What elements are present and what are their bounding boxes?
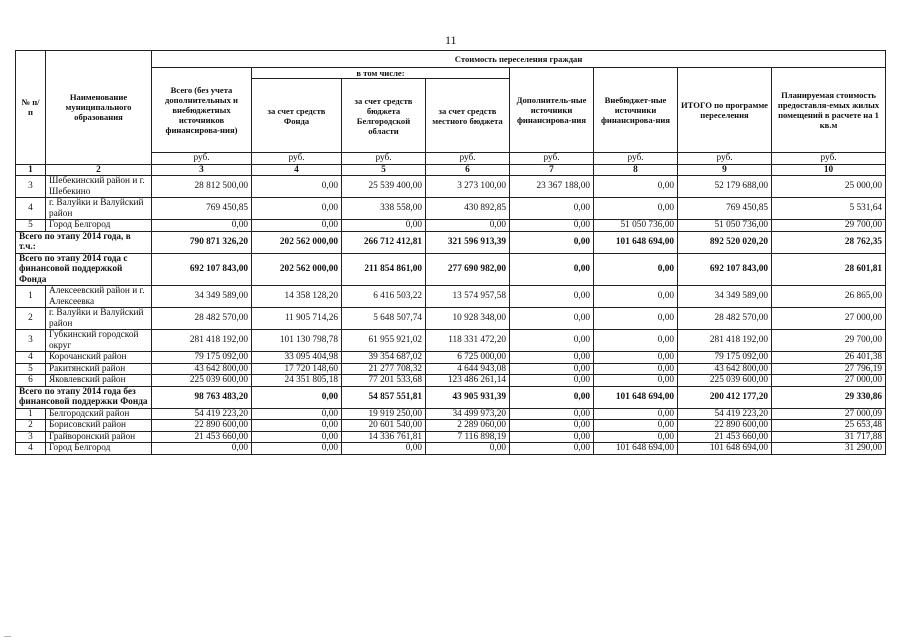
value-cell: 0,00: [510, 253, 594, 286]
value-cell: 0,00: [510, 431, 594, 443]
value-cell: 54 419 223,20: [678, 408, 772, 420]
value-cell: 202 562 000,00: [252, 253, 342, 286]
column-index-cell: 6: [426, 164, 510, 176]
row-number: 5: [16, 363, 46, 375]
value-cell: 11 905 714,26: [252, 308, 342, 330]
municipality-name: Борисовский район: [46, 420, 152, 432]
value-cell: 0,00: [342, 443, 426, 455]
value-cell: 21 277 708,32: [342, 363, 426, 375]
header-extrabudget: Внебюджет-ные источники финансирова-ния: [594, 68, 678, 153]
value-cell: 26 865,00: [772, 286, 886, 308]
value-cell: 281 418 192,00: [152, 330, 252, 352]
municipality-name: Белгородский район: [46, 408, 152, 420]
value-cell: 430 892,85: [426, 198, 510, 220]
value-cell: 202 562 000,00: [252, 231, 342, 253]
value-cell: 0,00: [342, 220, 426, 232]
value-cell: 61 955 921,02: [342, 330, 426, 352]
table-row: [16, 220, 886, 232]
table-row: [16, 176, 886, 198]
value-cell: 27 000,09: [772, 408, 886, 420]
value-cell: 0,00: [252, 408, 342, 420]
value-cell: 0,00: [510, 420, 594, 432]
value-cell: 29 330,86: [772, 386, 886, 408]
value-cell: 28 762,35: [772, 231, 886, 253]
summary-row: [16, 231, 886, 253]
row-number: 4: [16, 198, 46, 220]
value-cell: 0,00: [594, 253, 678, 286]
value-cell: 19 919 250,00: [342, 408, 426, 420]
value-cell: 23 367 188,00: [510, 176, 594, 198]
value-cell: 6 416 503,22: [342, 286, 426, 308]
value-cell: 790 871 326,20: [152, 231, 252, 253]
value-cell: 266 712 412,81: [342, 231, 426, 253]
value-cell: 25 000,00: [772, 176, 886, 198]
value-cell: 0,00: [252, 198, 342, 220]
municipality-name: Губкинский городской округ: [46, 330, 152, 352]
value-cell: 0,00: [252, 220, 342, 232]
column-index-cell: 3: [152, 164, 252, 176]
value-cell: 225 039 600,00: [678, 375, 772, 387]
column-index-row: [16, 164, 886, 176]
value-cell: 0,00: [594, 431, 678, 443]
value-cell: 0,00: [510, 330, 594, 352]
row-number: 3: [16, 176, 46, 198]
value-cell: 7 116 898,19: [426, 431, 510, 443]
value-cell: 338 558,00: [342, 198, 426, 220]
table-row: [16, 363, 886, 375]
table-row: [16, 286, 886, 308]
value-cell: 692 107 843,00: [152, 253, 252, 286]
row-number: 5: [16, 220, 46, 232]
value-cell: 17 720 148,60: [252, 363, 342, 375]
value-cell: 51 050 736,00: [678, 220, 772, 232]
value-cell: 0,00: [594, 420, 678, 432]
municipality-name: Яковлевский район: [46, 375, 152, 387]
value-cell: 101 648 694,00: [678, 443, 772, 455]
municipality-name: Город Белгород: [46, 443, 152, 455]
value-cell: 77 201 533,68: [342, 375, 426, 387]
value-cell: 0,00: [252, 443, 342, 455]
scan-mark: —: [4, 632, 11, 640]
unit-cell: руб.: [510, 153, 594, 165]
municipality-name: г. Валуйки и Валуйский район: [46, 198, 152, 220]
header-itogo: ИТОГО по программе переселения: [678, 68, 772, 153]
value-cell: 5 531,64: [772, 198, 886, 220]
value-cell: 0,00: [152, 443, 252, 455]
value-cell: 0,00: [252, 176, 342, 198]
value-cell: 0,00: [510, 198, 594, 220]
value-cell: 31 290,00: [772, 443, 886, 455]
value-cell: 0,00: [510, 308, 594, 330]
summary-label: Всего по этапу 2014 года, в т.ч.:: [16, 231, 152, 253]
value-cell: 0,00: [594, 408, 678, 420]
value-cell: 13 574 957,58: [426, 286, 510, 308]
value-cell: 52 179 688,00: [678, 176, 772, 198]
header-name: Наименование муниципального образования: [46, 51, 152, 165]
value-cell: 0,00: [594, 198, 678, 220]
value-cell: 98 763 483,20: [152, 386, 252, 408]
value-cell: 31 717,88: [772, 431, 886, 443]
value-cell: 43 642 800,00: [678, 363, 772, 375]
value-cell: 10 928 348,00: [426, 308, 510, 330]
table-row: [16, 431, 886, 443]
header-including: в том числе:: [252, 68, 510, 79]
municipality-name: Грайворонский район: [46, 431, 152, 443]
value-cell: 0,00: [510, 443, 594, 455]
value-cell: 0,00: [594, 352, 678, 364]
header-total: Всего (без учета дополнительных и внебюджетных источников финансирова-ния): [152, 68, 252, 153]
value-cell: 29 700,00: [772, 330, 886, 352]
value-cell: 321 596 913,39: [426, 231, 510, 253]
value-cell: 4 644 943,08: [426, 363, 510, 375]
municipality-name: г. Валуйки и Валуйский район: [46, 308, 152, 330]
header-planned: Планируемая стоимость предоставля-емых жилых помещений в расчете на 1 кв.м: [772, 68, 886, 153]
table-row: [16, 408, 886, 420]
column-index-cell: 5: [342, 164, 426, 176]
value-cell: 22 890 600,00: [678, 420, 772, 432]
row-number: 3: [16, 330, 46, 352]
value-cell: 3 273 100,00: [426, 176, 510, 198]
column-index-cell: 4: [252, 164, 342, 176]
value-cell: 21 453 660,00: [152, 431, 252, 443]
value-cell: 769 450,85: [152, 198, 252, 220]
resettlement-cost-table: [15, 50, 886, 455]
value-cell: 101 648 694,00: [594, 386, 678, 408]
value-cell: 33 095 404,98: [252, 352, 342, 364]
value-cell: 0,00: [594, 176, 678, 198]
value-cell: 27 000,00: [772, 308, 886, 330]
summary-label: Всего по этапу 2014 года без финансовой поддержки Фонда: [16, 386, 152, 408]
unit-cell: руб.: [426, 153, 510, 165]
value-cell: 6 725 000,00: [426, 352, 510, 364]
value-cell: 101 648 694,00: [594, 443, 678, 455]
value-cell: 2 289 060,00: [426, 420, 510, 432]
value-cell: 0,00: [252, 420, 342, 432]
value-cell: 28 482 570,00: [152, 308, 252, 330]
municipality-name: Ракитянский район: [46, 363, 152, 375]
value-cell: 0,00: [594, 363, 678, 375]
value-cell: 0,00: [510, 363, 594, 375]
unit-cell: руб.: [772, 153, 886, 165]
row-number: 4: [16, 352, 46, 364]
value-cell: 225 039 600,00: [152, 375, 252, 387]
value-cell: 0,00: [252, 431, 342, 443]
value-cell: 29 700,00: [772, 220, 886, 232]
value-cell: 281 418 192,00: [678, 330, 772, 352]
table-body: [16, 164, 886, 454]
value-cell: 27 796,19: [772, 363, 886, 375]
header-no: № п/п: [16, 51, 46, 165]
value-cell: 101 130 798,78: [252, 330, 342, 352]
value-cell: 51 050 736,00: [594, 220, 678, 232]
column-index-cell: 10: [772, 164, 886, 176]
value-cell: 34 499 973,20: [426, 408, 510, 420]
table-row: [16, 308, 886, 330]
value-cell: 79 175 092,00: [678, 352, 772, 364]
value-cell: 14 358 128,20: [252, 286, 342, 308]
table-row: [16, 420, 886, 432]
value-cell: 79 175 092,00: [152, 352, 252, 364]
table-row: [16, 375, 886, 387]
row-number: 2: [16, 308, 46, 330]
value-cell: 0,00: [426, 220, 510, 232]
header-fund: за счет средств Фонда: [252, 79, 342, 153]
value-cell: 0,00: [426, 443, 510, 455]
summary-row: [16, 253, 886, 286]
value-cell: 54 857 551,81: [342, 386, 426, 408]
value-cell: 0,00: [510, 231, 594, 253]
value-cell: 54 419 223,20: [152, 408, 252, 420]
row-number: 3: [16, 431, 46, 443]
unit-cell: руб.: [678, 153, 772, 165]
value-cell: 0,00: [510, 352, 594, 364]
value-cell: 0,00: [594, 286, 678, 308]
table-row: [16, 198, 886, 220]
column-index-cell: 7: [510, 164, 594, 176]
header-additional: Дополнитель-ные источники финансирова-ния: [510, 68, 594, 153]
row-number: 1: [16, 408, 46, 420]
unit-cell: руб.: [342, 153, 426, 165]
table-row: [16, 330, 886, 352]
column-index-cell: 9: [678, 164, 772, 176]
municipality-name: Корочанский район: [46, 352, 152, 364]
row-number: 2: [16, 420, 46, 432]
value-cell: 0,00: [510, 286, 594, 308]
value-cell: 39 354 687,02: [342, 352, 426, 364]
municipality-name: Шебекинский район и г. Шебекино: [46, 176, 152, 198]
value-cell: 20 601 540,00: [342, 420, 426, 432]
header-local: за счет средств местного бюджета: [426, 79, 510, 153]
value-cell: 211 854 861,00: [342, 253, 426, 286]
unit-cell: руб.: [152, 153, 252, 165]
unit-cell: руб.: [594, 153, 678, 165]
page-number: 11: [445, 33, 457, 47]
value-cell: 34 349 589,00: [152, 286, 252, 308]
header-cost-group: Стоимость переселения граждан: [152, 51, 886, 68]
value-cell: 0,00: [510, 220, 594, 232]
table-row: [16, 352, 886, 364]
value-cell: 25 653,48: [772, 420, 886, 432]
value-cell: 0,00: [594, 330, 678, 352]
value-cell: 5 648 507,74: [342, 308, 426, 330]
value-cell: 0,00: [594, 375, 678, 387]
row-number: 1: [16, 286, 46, 308]
value-cell: 28 812 500,00: [152, 176, 252, 198]
header-regional: за счет средств бюджета Белгородской области: [342, 79, 426, 153]
row-number: 6: [16, 375, 46, 387]
value-cell: 24 351 805,18: [252, 375, 342, 387]
value-cell: 892 520 020,20: [678, 231, 772, 253]
value-cell: 21 453 660,00: [678, 431, 772, 443]
value-cell: 0,00: [594, 308, 678, 330]
value-cell: 0,00: [510, 386, 594, 408]
municipality-name: Алексеевский район и г. Алексеевка: [46, 286, 152, 308]
value-cell: 123 486 261,14: [426, 375, 510, 387]
value-cell: 43 642 800,00: [152, 363, 252, 375]
value-cell: 43 905 931,39: [426, 386, 510, 408]
value-cell: 34 349 589,00: [678, 286, 772, 308]
value-cell: 769 450,85: [678, 198, 772, 220]
value-cell: 25 539 400,00: [342, 176, 426, 198]
value-cell: 22 890 600,00: [152, 420, 252, 432]
value-cell: 0,00: [252, 386, 342, 408]
value-cell: 0,00: [152, 220, 252, 232]
column-index-cell: 8: [594, 164, 678, 176]
summary-row: [16, 386, 886, 408]
value-cell: 26 401,38: [772, 352, 886, 364]
unit-cell: руб.: [252, 153, 342, 165]
value-cell: 101 648 694,00: [594, 231, 678, 253]
value-cell: 118 331 472,20: [426, 330, 510, 352]
column-index-cell: 2: [46, 164, 152, 176]
value-cell: 692 107 843,00: [678, 253, 772, 286]
value-cell: 277 690 982,00: [426, 253, 510, 286]
value-cell: 14 336 761,81: [342, 431, 426, 443]
municipality-name: Город Белгород: [46, 220, 152, 232]
row-number: 4: [16, 443, 46, 455]
value-cell: 27 000,00: [772, 375, 886, 387]
value-cell: 200 412 177,20: [678, 386, 772, 408]
value-cell: 0,00: [510, 375, 594, 387]
summary-label: Всего по этапу 2014 года с финансовой поддержкой Фонда: [16, 253, 152, 286]
value-cell: 28 482 570,00: [678, 308, 772, 330]
value-cell: 0,00: [510, 408, 594, 420]
value-cell: 28 601,81: [772, 253, 886, 286]
table-row: [16, 443, 886, 455]
column-index-cell: 1: [16, 164, 46, 176]
